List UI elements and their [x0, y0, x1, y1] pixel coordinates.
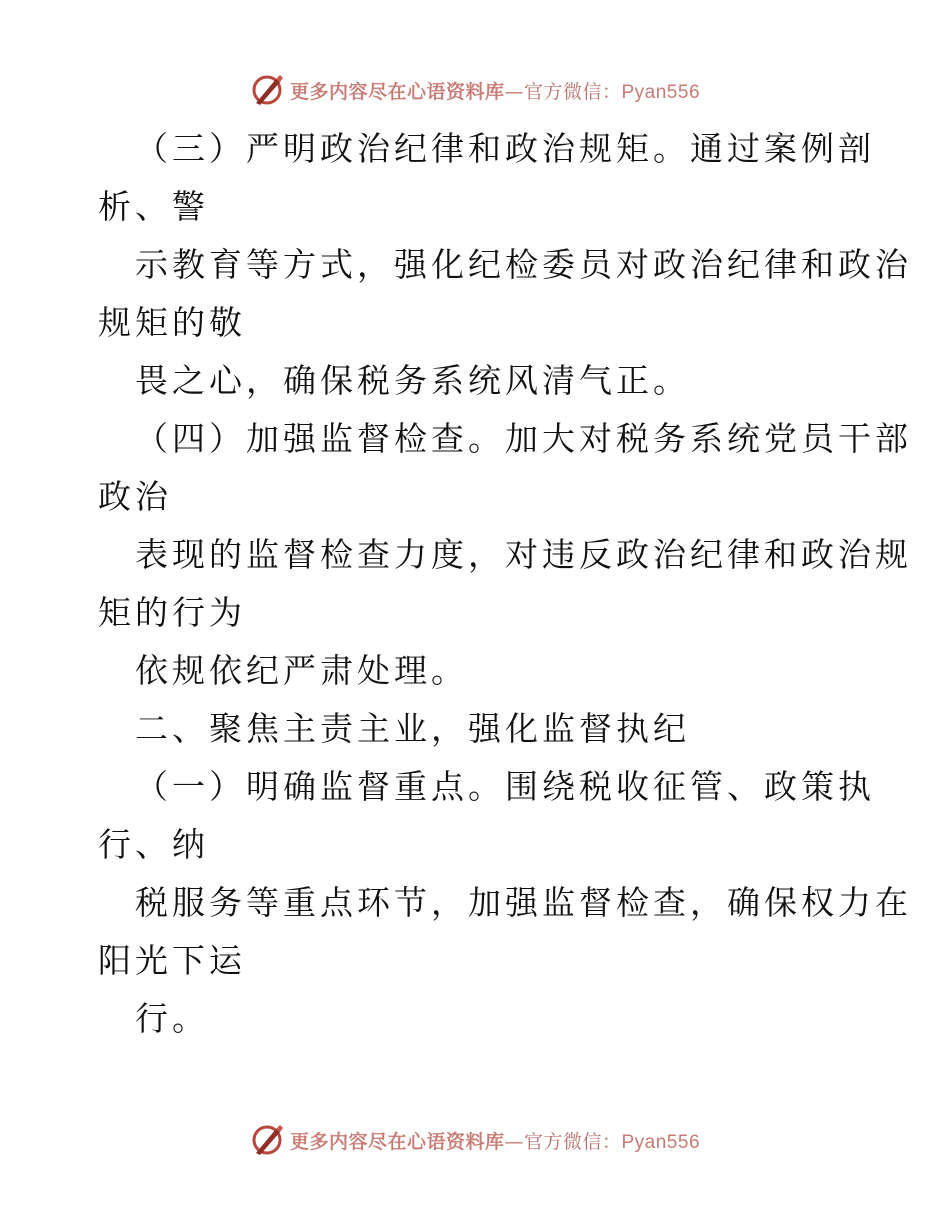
- body-line: 政治: [98, 477, 172, 516]
- footer-main-text: 更多内容尽在心语资料库: [289, 1130, 505, 1153]
- body-line: 税服务等重点环节，加强监督检查，确保权力在: [135, 883, 912, 922]
- pen-in-circle-icon: [250, 1123, 284, 1157]
- header-separator: —: [504, 80, 524, 103]
- pen-in-circle-icon: [250, 73, 284, 107]
- body-line: 畏之心，确保税务系统风清气正。: [135, 361, 690, 400]
- header-text: [290, 77, 700, 104]
- document-body: [98, 120, 912, 1048]
- body-line: （三）严明政治纪律和政治规矩。通过案例剖: [135, 129, 875, 168]
- body-line: （一）明确监督重点。围绕税收征管、政策执: [135, 767, 875, 806]
- body-line: 表现的监督检查力度，对违反政治纪律和政治规: [135, 535, 912, 574]
- footer-wechat-id: Pyan556: [621, 1131, 701, 1153]
- body-line: 阳光下运: [98, 941, 246, 980]
- header-wechat-id: Pyan556: [621, 81, 701, 103]
- body-line: 行。: [135, 999, 209, 1038]
- body-line: 依规依纪严肃处理。: [135, 651, 468, 690]
- body-line: 析、警: [98, 187, 209, 226]
- body-line: 矩的行为: [98, 593, 246, 632]
- header-banner: [0, 70, 950, 110]
- footer-separator: —: [504, 1130, 524, 1153]
- body-line: （四）加强监督检查。加大对税务系统党员干部: [135, 419, 912, 458]
- header-wechat-label: 官方微信：: [523, 80, 622, 103]
- footer-banner: [0, 1120, 950, 1160]
- body-line: 示教育等方式，强化纪检委员对政治纪律和政治: [135, 245, 912, 284]
- footer-text: [290, 1127, 700, 1154]
- section-heading: 二、聚焦主责主业，强化监督执纪: [135, 709, 690, 748]
- header-main-text: 更多内容尽在心语资料库: [289, 80, 505, 103]
- body-line: 规矩的敬: [98, 303, 246, 342]
- footer-wechat-label: 官方微信：: [523, 1130, 622, 1153]
- body-line: 行、纳: [98, 825, 209, 864]
